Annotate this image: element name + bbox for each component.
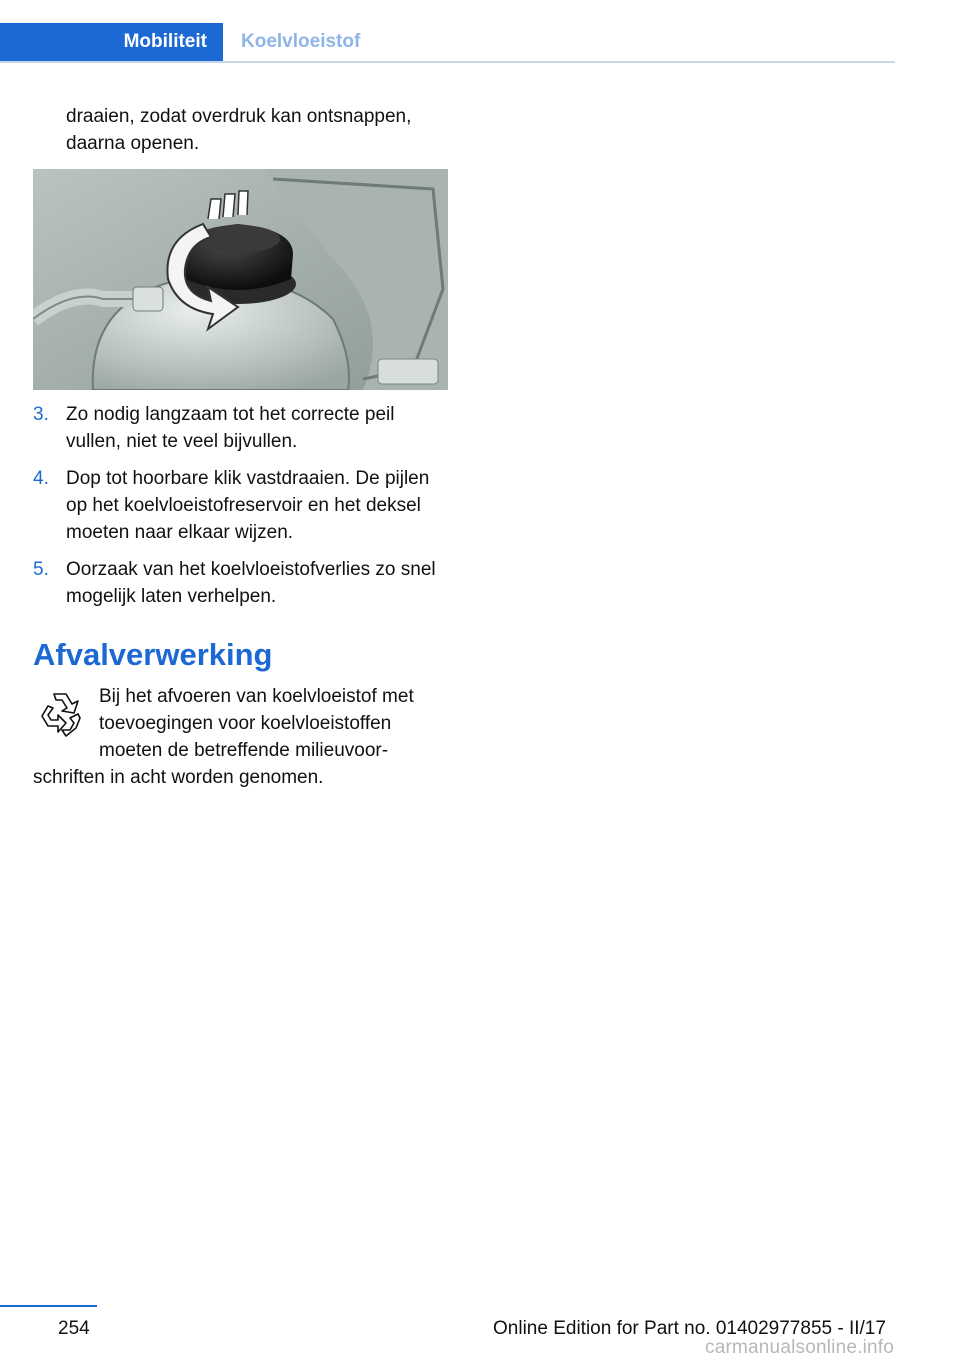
watermark: carmanualsonline.info (705, 1337, 895, 1358)
step-text: Oorzaak van het koelvloeistofverlies zo snel mogelijk laten verhelpen. (66, 559, 436, 607)
disposal-line-3: moeten de betreffende milieuvoor- (99, 740, 389, 761)
tab-mobiliteit[interactable]: Mobiliteit (0, 23, 223, 61)
section-title: Afvalverwerking (33, 637, 273, 672)
disposal-line-1: Bij het afvoeren van koelvloeistof met (99, 686, 414, 707)
step-number: 5. (33, 559, 49, 580)
disposal-text (33, 683, 443, 791)
edition-text: Online Edition for Part no. 01402977855 - II/17 (493, 1318, 886, 1339)
footer-rule (0, 1305, 97, 1307)
step-number: 3. (33, 404, 49, 425)
step-number: 4. (33, 468, 49, 489)
coolant-cap-photo (33, 169, 448, 390)
page-number: 254 (58, 1318, 90, 1339)
intro-text (33, 103, 481, 157)
list-item (33, 401, 448, 455)
step-text: Zo nodig langzaam tot het correcte peil vullen, niet te veel bijvullen. (66, 404, 395, 452)
list-item (33, 465, 448, 546)
disposal-line-2: toevoegingen voor koelvloeistoffen (99, 713, 392, 734)
step-text: Dop tot hoorbare klik vastdraaien. De pijlen op het koelvloeistofreservoir en het deksel moeten naar elkaar wijzen. (66, 468, 430, 543)
intro-line-1: draaien, zodat overdruk kan ontsnappen, (66, 106, 412, 127)
list-item (33, 556, 448, 610)
disposal-line-4: schriften in acht worden genomen. (33, 767, 324, 788)
tab-koelvloeistof[interactable]: Koelvloeistof (241, 31, 361, 52)
intro-line-2: daarna openen. (66, 133, 200, 154)
header-bar (0, 23, 895, 63)
steps-list (33, 401, 448, 620)
